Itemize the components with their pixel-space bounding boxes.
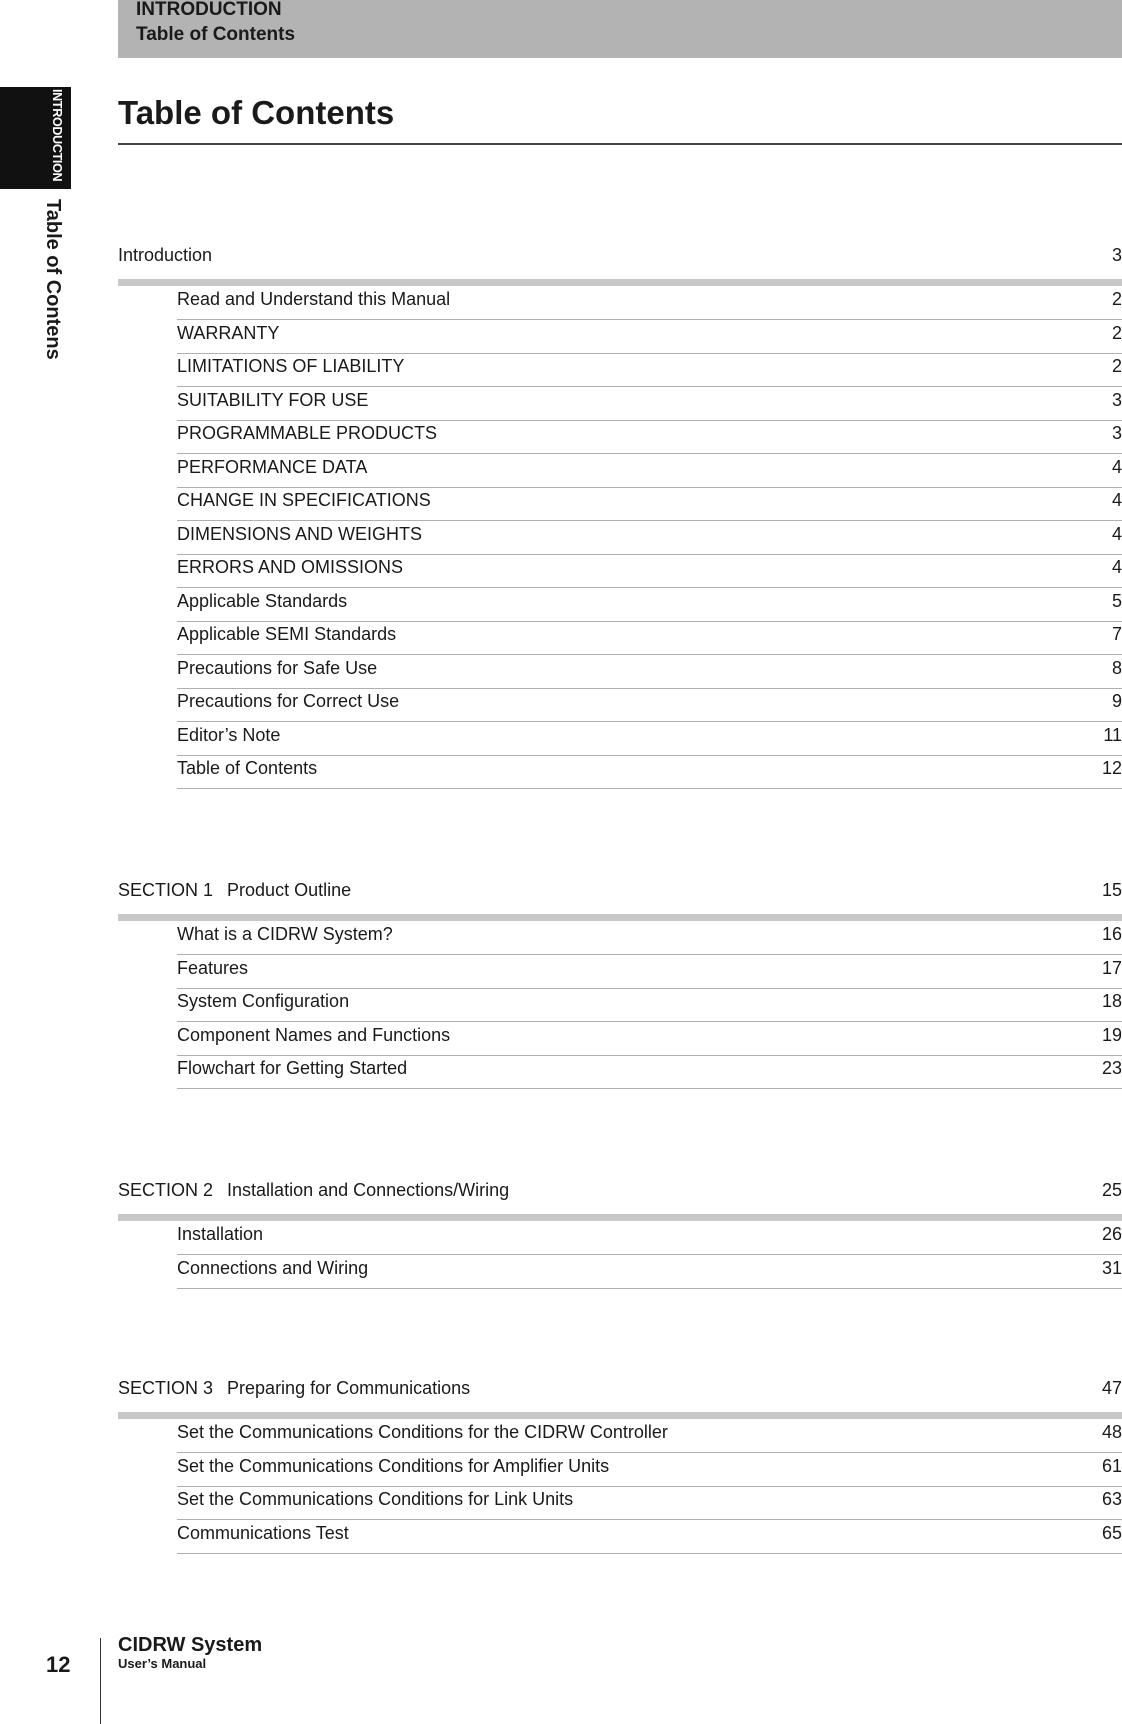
toc-entry-title: Applicable SEMI Standards <box>177 624 397 644</box>
side-section-label: Table of Contens <box>42 199 64 360</box>
toc-entry-title: Connections and Wiring <box>177 1257 369 1278</box>
toc-entry-title: Read and Understand this Manual <box>177 289 451 309</box>
toc-entry-page: 2 <box>1111 356 1122 376</box>
toc-entry[interactable] <box>177 589 1122 622</box>
toc-entry-page: 12 <box>1101 758 1122 778</box>
toc-entry-page: 7 <box>1111 624 1122 644</box>
section-title: Product Outline <box>227 880 352 900</box>
header-chapter: INTRODUCTION <box>136 0 282 20</box>
toc-entry-title: SUITABILITY FOR USE <box>177 389 369 410</box>
section-page-number: 3 <box>1111 245 1122 265</box>
toc-section-heading[interactable] <box>118 1180 1122 1204</box>
toc-entry-title: CHANGE IN SPECIFICATIONS <box>177 490 431 510</box>
section-divider-bar <box>118 1214 1122 1221</box>
section-title: Preparing for Communications <box>227 1378 471 1398</box>
toc-entry[interactable] <box>177 488 1122 521</box>
toc-entry-title: Precautions for Safe Use <box>177 657 378 678</box>
toc-entry-title: PROGRAMMABLE PRODUCTS <box>177 423 438 443</box>
toc-entry-title: Flowchart for Getting Started <box>177 1058 408 1078</box>
section-divider-bar <box>118 279 1122 286</box>
footer-divider <box>100 1638 101 1724</box>
toc-entry[interactable] <box>177 1454 1122 1487</box>
section-page-number: 15 <box>1101 880 1122 900</box>
section-number: SECTION 1 <box>118 880 214 900</box>
page-title: Table of Contents <box>118 94 395 131</box>
toc-entry[interactable] <box>177 723 1122 756</box>
toc-entry[interactable] <box>177 388 1122 421</box>
toc-entry[interactable] <box>177 1023 1122 1056</box>
toc-entry-title: PERFORMANCE DATA <box>177 456 368 477</box>
toc-entry-page: 48 <box>1101 1422 1122 1442</box>
toc-entry-page: 61 <box>1101 1455 1122 1476</box>
toc-entry-title: Installation <box>177 1224 264 1244</box>
side-chapter-tab-label: INTRODUCTION <box>50 89 64 182</box>
toc-entry-page: 9 <box>1111 691 1122 711</box>
footer-manual-subtitle: User’s Manual <box>118 1656 207 1671</box>
toc-entry-page: 16 <box>1101 924 1122 944</box>
toc-entry-title: Component Names and Functions <box>177 1024 451 1045</box>
toc-entry-page: 18 <box>1101 991 1122 1011</box>
toc-entry-page: 4 <box>1111 456 1122 477</box>
toc-entry[interactable] <box>177 689 1122 722</box>
toc-entry-title: WARRANTY <box>177 322 280 343</box>
toc-entry[interactable] <box>177 989 1122 1022</box>
toc-entry-page: 11 <box>1103 724 1122 745</box>
section-title: Introduction <box>118 245 213 265</box>
toc-entry[interactable] <box>177 321 1122 354</box>
toc-entry-title: Editor’s Note <box>177 724 281 745</box>
toc-entry-page: 2 <box>1111 289 1122 309</box>
toc-entry-page: 26 <box>1101 1224 1122 1244</box>
toc-entry-page: 31 <box>1101 1257 1122 1278</box>
toc-entry-title: Set the Communications Conditions for Link Units <box>177 1489 574 1509</box>
toc-entry-page: 23 <box>1101 1058 1122 1078</box>
toc-entry-title: Features <box>177 957 249 978</box>
section-number: SECTION 2 <box>118 1180 214 1200</box>
toc-entry[interactable] <box>177 354 1122 387</box>
toc-entry-title: DIMENSIONS AND WEIGHTS <box>177 523 423 544</box>
toc-entry-title: Set the Communications Conditions for the CIDRW Controller <box>177 1422 668 1442</box>
toc-entry-page: 65 <box>1101 1522 1122 1543</box>
toc-entry-title: Precautions for Correct Use <box>177 691 400 711</box>
toc-entry-title: LIMITATIONS OF LIABILITY <box>177 356 405 376</box>
toc-entry-title: Communications Test <box>177 1522 349 1543</box>
toc-entry-title: What is a CIDRW System? <box>177 924 393 944</box>
toc-section-heading[interactable] <box>118 880 1122 904</box>
toc-entry-page: 4 <box>1111 490 1122 510</box>
section-number: SECTION 3 <box>118 1378 214 1398</box>
toc-entry[interactable] <box>177 455 1122 488</box>
section-page-number: 25 <box>1101 1180 1122 1200</box>
toc-entry-page: 63 <box>1101 1489 1122 1509</box>
toc-entry[interactable] <box>177 555 1122 588</box>
toc-entry[interactable] <box>177 956 1122 989</box>
toc-entry[interactable] <box>177 622 1122 655</box>
toc-entry-page: 4 <box>1111 557 1122 577</box>
toc-entry[interactable] <box>177 522 1122 555</box>
section-divider-bar <box>118 1412 1122 1419</box>
running-header <box>118 0 1122 58</box>
toc-entry-page: 4 <box>1111 523 1122 544</box>
section-page-number: 47 <box>1101 1378 1122 1398</box>
toc-entry[interactable] <box>177 1420 1122 1453</box>
toc-entry[interactable] <box>177 1056 1122 1089</box>
toc-entry-page: 5 <box>1111 590 1122 611</box>
toc-entry-page: 19 <box>1101 1024 1122 1045</box>
toc-entry-title: ERRORS AND OMISSIONS <box>177 557 404 577</box>
toc-entry-page: 3 <box>1111 423 1122 443</box>
toc-entry-title: Applicable Standards <box>177 590 348 611</box>
toc-entry-page: 17 <box>1101 957 1122 978</box>
toc-entry-page: 2 <box>1111 322 1122 343</box>
toc-entry[interactable] <box>177 1222 1122 1255</box>
toc-entry[interactable] <box>177 421 1122 454</box>
header-section: Table of Contents <box>136 24 296 45</box>
title-rule <box>118 143 1122 145</box>
toc-entry-page: 3 <box>1111 389 1122 410</box>
toc-entry[interactable] <box>177 756 1122 789</box>
toc-entry[interactable] <box>177 287 1122 320</box>
toc-entry[interactable] <box>177 922 1122 955</box>
toc-entry[interactable] <box>177 1256 1122 1289</box>
toc-entry-title: System Configuration <box>177 991 350 1011</box>
toc-entry[interactable] <box>177 1487 1122 1520</box>
toc-entry-title: Set the Communications Conditions for Amplifier Units <box>177 1455 610 1476</box>
toc-entry-title: Table of Contents <box>177 758 318 778</box>
toc-section-heading[interactable] <box>118 1378 1122 1402</box>
section-divider-bar <box>118 914 1122 921</box>
toc-entry[interactable] <box>177 1521 1122 1554</box>
toc-entry-page: 8 <box>1111 657 1122 678</box>
footer-page-number: 12 <box>46 1652 71 1677</box>
section-title: Installation and Connections/Wiring <box>227 1180 510 1200</box>
toc-section-heading[interactable] <box>118 245 1122 269</box>
footer-manual-title: CIDRW System <box>118 1634 263 1656</box>
toc-entry[interactable] <box>177 656 1122 689</box>
